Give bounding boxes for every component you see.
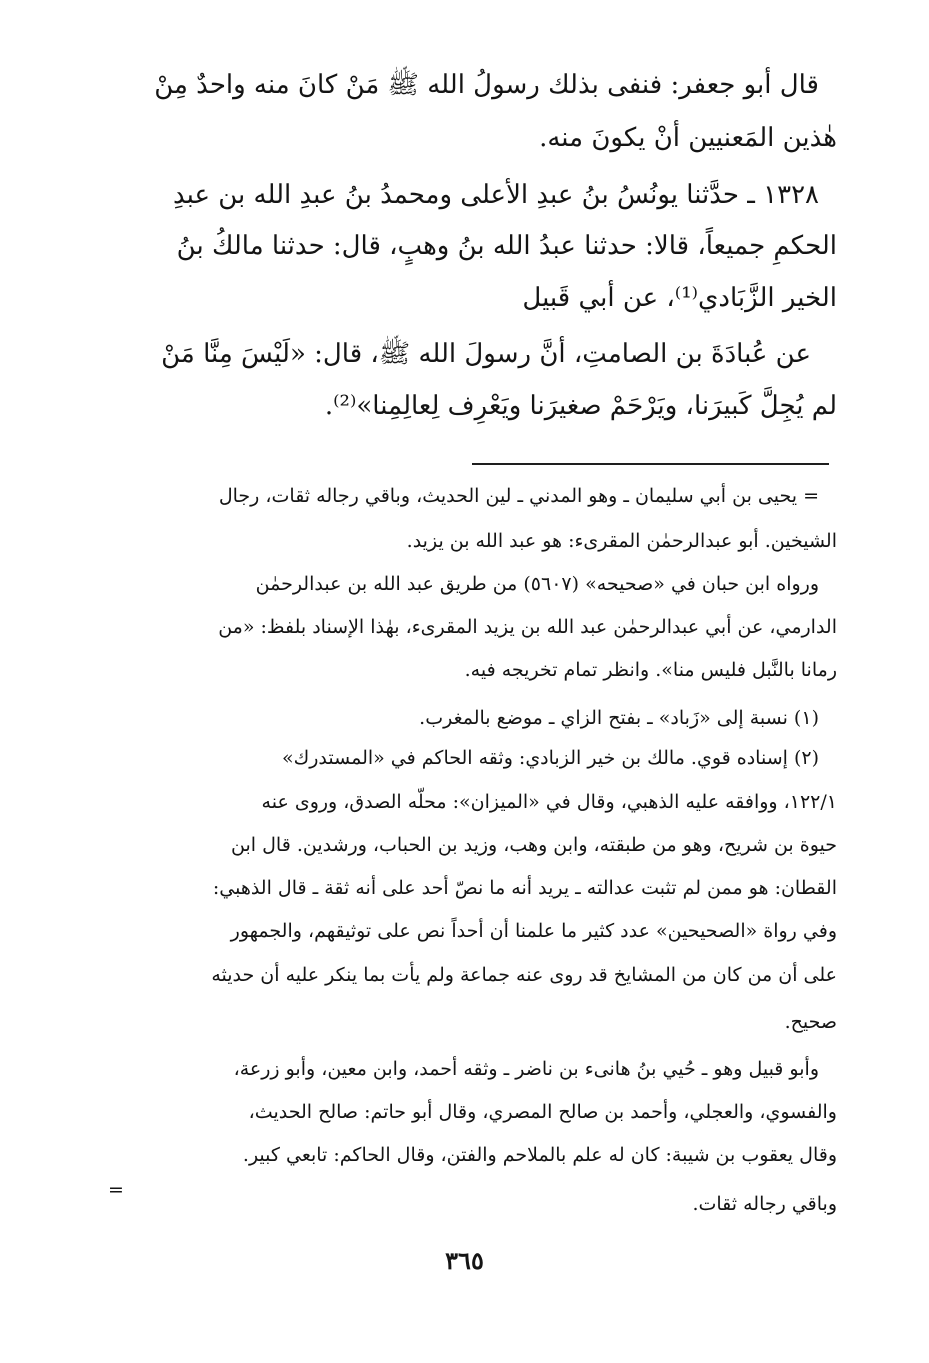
main-text-line-5: الخير الزَّبَادي⁽¹⁾، عن أبي قَبيل — [522, 283, 837, 313]
footnote-line: حيوة بن شريح، وهو من طبقته، وابن وهب، وزيد بن الحباب، ورشدين. قال ابن — [231, 834, 837, 856]
footnote-line: القطان: هو ممن لم تثبت عدالته ـ يريد أنه ما نصّ أحد على أنه ثقة ـ قال الذهبي: — [212, 877, 837, 899]
main-text-line-4: الحكمِ جميعاً، قالا: حدثنا عبدُ الله بنُ وهبٍ، قال: حدثنا مالكُ بنُ — [176, 231, 837, 261]
footnote-line: على أن من كان من المشايخ قد روى عنه جماعة ولم يأت بما ينكر عليه أن حديثه — [211, 964, 837, 986]
hadith-text-line-2: لم يُجِلَّ كَبيرَنا، ويَرْحَمْ صغيرَنا ويَعْرِف لِعالِمِنا»⁽²⁾. — [324, 391, 837, 421]
footnote-line: وباقي رجاله ثقات. — [692, 1193, 837, 1215]
main-text-line-2: هٰذين المَعنيين أنْ يكونَ منه. — [539, 123, 837, 153]
footnote-line: ١٢٢/١، ووافقه عليه الذهبي، وقال في «الميزان»: محلّه الصدق، وروى عنه — [261, 791, 837, 813]
footnote-line: وقال يعقوب بن شيبة: كان له علم بالملاحم والفتن، وقال الحاكم: تابعي كبير. — [242, 1144, 837, 1166]
footnote-line: والفسوي، والعجلي، وأحمد بن صالح المصري، وقال أبو حاتم: صالح الحديث، — [248, 1101, 837, 1123]
footnote-line: = يحيى بن أبي سليمان ـ وهو المدني ـ لين الحديث، وباقي رجاله ثقات، رجال — [218, 485, 819, 507]
main-text-line-1: قال أبو جعفر: فنفى بذلك رسولُ الله ﷺ مَنْ كانَ منه واحدٌ مِنْ — [154, 70, 819, 100]
footnote-1: (١) نسبة إلى «زَباد» ـ بفتح الزاي ـ موضع بالمغرب. — [419, 707, 819, 729]
footnote-line: الشيخين. أبو عبدالرحمٰن المقرىء: هو عبد الله بن يزيد. — [406, 530, 837, 552]
page-number: ٣٦٥ — [445, 1246, 484, 1275]
footnote-line: رمانا بالنَّبل فليس منا». وانظر تمام تخريجه فيه. — [464, 659, 837, 681]
hadith-number-line: ١٣٢٨ ـ حدَّثنا يونُسُ بنُ عبدِ الأعلى ومحمدُ بنُ عبدِ الله بن عبدِ — [172, 180, 819, 210]
footnote-divider — [472, 463, 829, 465]
footnote-line: صحيح. — [784, 1011, 837, 1033]
footnote-line: وفي رواة «الصحيحين» عدد كثير ما علمنا أن أحداً نص على توثيقهم، والجمهور — [230, 920, 837, 942]
continuation-mark: = — [108, 1179, 124, 1201]
footnote-2: (٢) إسناده قوي. مالك بن خير الزبادي: وثقه الحاكم في «المستدرك» — [281, 747, 819, 769]
footnote-line: ورواه ابن حبان في «صحيحه» (٥٦٠٧) من طريق عبد الله بن عبدالرحمٰن — [255, 573, 819, 595]
hadith-text-line-1: عن عُبادَةَ بن الصامتِ، أنَّ رسولَ الله ﷺ، قال: «لَيْسَ مِنَّا مَنْ — [161, 339, 811, 369]
footnote-line: الدارمي، عن أبي عبدالرحمٰن عبد الله بن يزيد المقرىء، بهٰذا الإسناد بلفظ: «من — [218, 616, 837, 638]
footnote-line: وأبو قبيل وهو ـ حُيي بنُ هانىء بن ناضر ـ وثقه أحمد، وابن معين، وأبو زرعة، — [233, 1058, 819, 1080]
